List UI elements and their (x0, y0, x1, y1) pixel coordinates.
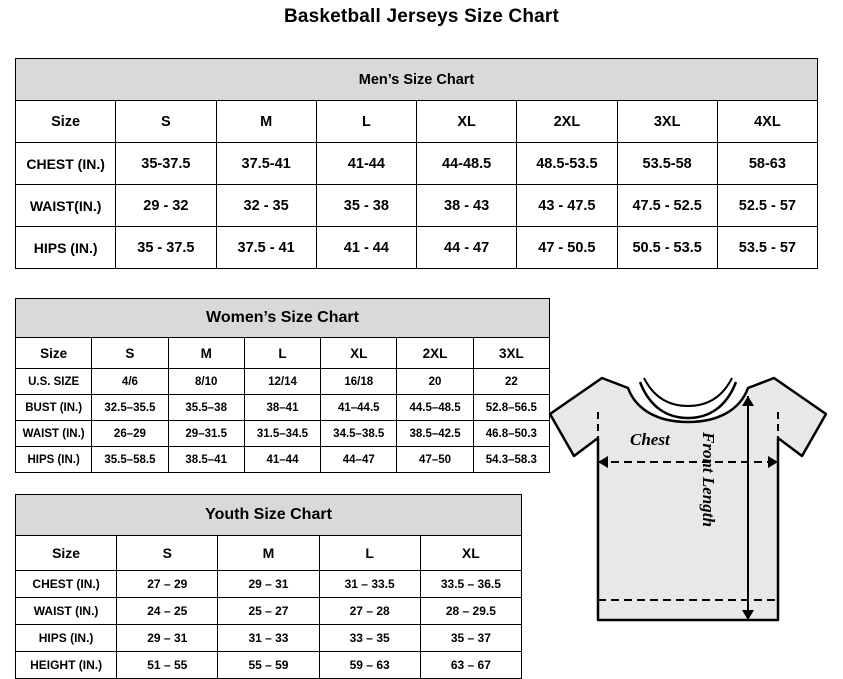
womens-col-head-3: XL (321, 338, 397, 369)
womens-cell-1-3: 41–44.5 (321, 395, 397, 421)
womens-col-head-2: L (244, 338, 320, 369)
womens-cell-3-2: 41–44 (244, 447, 320, 473)
mens-cell-0-5: 53.5-58 (617, 143, 717, 185)
youth-row-label-1: WAIST (IN.) (16, 598, 117, 625)
mens-col-head-6: 4XL (717, 101, 817, 143)
youth-row-label-3: HEIGHT (IN.) (16, 652, 117, 679)
front-length-measure-label: Front Length (699, 432, 718, 527)
mens-cell-1-4: 43 - 47.5 (517, 185, 617, 227)
table-row (16, 369, 550, 395)
youth-cell-1-0: 24 – 25 (117, 598, 218, 625)
youth-cell-0-0: 27 – 29 (117, 571, 218, 598)
womens-col-head-5: 3XL (473, 338, 549, 369)
womens-cell-0-1: 8/10 (168, 369, 244, 395)
mens-cell-1-2: 35 - 38 (316, 185, 416, 227)
mens-col-head-1: M (216, 101, 316, 143)
womens-row-label-0: U.S. SIZE (16, 369, 92, 395)
table-row (16, 101, 818, 143)
youth-cell-1-3: 28 – 29.5 (420, 598, 521, 625)
womens-cell-1-4: 44.5–48.5 (397, 395, 473, 421)
youth-cell-2-3: 35 – 37 (420, 625, 521, 652)
womens-cell-3-0: 35.5–58.5 (92, 447, 168, 473)
table-row (16, 143, 818, 185)
youth-cell-0-1: 29 – 31 (218, 571, 319, 598)
mens-cell-0-0: 35-37.5 (116, 143, 216, 185)
table-row (16, 598, 522, 625)
womens-cell-2-3: 34.5–38.5 (321, 421, 397, 447)
womens-cell-3-3: 44–47 (321, 447, 397, 473)
page-title: Basketball Jerseys Size Chart (283, 6, 560, 27)
youth-row-label-0: CHEST (IN.) (16, 571, 117, 598)
youth-cell-2-1: 31 – 33 (218, 625, 319, 652)
mens-size-chart-table (15, 58, 818, 269)
womens-corner-label: Size (16, 338, 92, 369)
table-header-row (16, 59, 818, 101)
table-row (16, 185, 818, 227)
mens-cell-0-1: 37.5-41 (216, 143, 316, 185)
womens-cell-2-5: 46.8–50.3 (473, 421, 549, 447)
youth-col-head-2: L (319, 536, 420, 571)
youth-col-head-1: M (218, 536, 319, 571)
youth-col-head-0: S (117, 536, 218, 571)
mens-col-head-5: 3XL (617, 101, 717, 143)
mens-cell-2-6: 53.5 - 57 (717, 227, 817, 269)
mens-cell-2-4: 47 - 50.5 (517, 227, 617, 269)
chest-measure-label: Chest (630, 430, 670, 449)
table-row (16, 571, 522, 598)
womens-cell-3-1: 38.5–41 (168, 447, 244, 473)
mens-cell-2-0: 35 - 37.5 (116, 227, 216, 269)
mens-cell-1-0: 29 - 32 (116, 185, 216, 227)
youth-col-head-3: XL (420, 536, 521, 571)
womens-col-head-4: 2XL (397, 338, 473, 369)
youth-cell-2-2: 33 – 35 (319, 625, 420, 652)
youth-cell-3-2: 59 – 63 (319, 652, 420, 679)
womens-cell-0-0: 4/6 (92, 369, 168, 395)
mens-col-head-4: 2XL (517, 101, 617, 143)
mens-cell-1-3: 38 - 43 (417, 185, 517, 227)
mens-cell-2-2: 41 - 44 (316, 227, 416, 269)
youth-cell-3-0: 51 – 55 (117, 652, 218, 679)
womens-col-head-0: S (92, 338, 168, 369)
mens-row-label-2: HIPS (IN.) (16, 227, 116, 269)
table-row (16, 447, 550, 473)
mens-cell-2-3: 44 - 47 (417, 227, 517, 269)
womens-size-chart-table (15, 298, 550, 473)
mens-cell-0-3: 44-48.5 (417, 143, 517, 185)
womens-chart-title: Women’s Size Chart (16, 299, 550, 338)
table-row (16, 227, 818, 269)
table-header-row (16, 299, 550, 338)
womens-cell-3-4: 47–50 (397, 447, 473, 473)
table-row (16, 421, 550, 447)
table-header-row (16, 495, 522, 536)
mens-cell-1-5: 47.5 - 52.5 (617, 185, 717, 227)
mens-corner-label: Size (16, 101, 116, 143)
mens-cell-0-6: 58-63 (717, 143, 817, 185)
table-row (16, 625, 522, 652)
youth-cell-3-3: 63 – 67 (420, 652, 521, 679)
mens-cell-0-4: 48.5-53.5 (517, 143, 617, 185)
mens-col-head-3: XL (417, 101, 517, 143)
mens-cell-2-5: 50.5 - 53.5 (617, 227, 717, 269)
womens-cell-0-2: 12/14 (244, 369, 320, 395)
mens-row-label-0: CHEST (IN.) (16, 143, 116, 185)
womens-cell-2-4: 38.5–42.5 (397, 421, 473, 447)
mens-col-head-2: L (316, 101, 416, 143)
womens-cell-1-1: 35.5–38 (168, 395, 244, 421)
shirt-measurement-diagram (540, 352, 836, 664)
womens-cell-3-5: 54.3–58.3 (473, 447, 549, 473)
womens-cell-2-0: 26–29 (92, 421, 168, 447)
mens-cell-1-1: 32 - 35 (216, 185, 316, 227)
mens-row-label-1: WAIST(IN.) (16, 185, 116, 227)
womens-cell-0-5: 22 (473, 369, 549, 395)
youth-cell-0-2: 31 – 33.5 (319, 571, 420, 598)
youth-chart-title: Youth Size Chart (16, 495, 522, 536)
womens-cell-0-3: 16/18 (321, 369, 397, 395)
youth-cell-0-3: 33.5 – 36.5 (420, 571, 521, 598)
mens-cell-2-1: 37.5 - 41 (216, 227, 316, 269)
womens-cell-2-2: 31.5–34.5 (244, 421, 320, 447)
tshirt-outline-icon (540, 352, 836, 664)
mens-cell-1-6: 52.5 - 57 (717, 185, 817, 227)
womens-cell-2-1: 29–31.5 (168, 421, 244, 447)
womens-cell-0-4: 20 (397, 369, 473, 395)
youth-size-chart-table (15, 494, 522, 679)
table-row (16, 536, 522, 571)
womens-row-label-3: HIPS (IN.) (16, 447, 92, 473)
youth-cell-3-1: 55 – 59 (218, 652, 319, 679)
womens-row-label-2: WAIST (IN.) (16, 421, 92, 447)
womens-col-head-1: M (168, 338, 244, 369)
womens-cell-1-5: 52.8–56.5 (473, 395, 549, 421)
youth-cell-2-0: 29 – 31 (117, 625, 218, 652)
youth-corner-label: Size (16, 536, 117, 571)
mens-cell-0-2: 41-44 (316, 143, 416, 185)
youth-row-label-2: HIPS (IN.) (16, 625, 117, 652)
table-row (16, 652, 522, 679)
table-row (16, 338, 550, 369)
youth-cell-1-1: 25 – 27 (218, 598, 319, 625)
table-row (16, 395, 550, 421)
womens-cell-1-2: 38–41 (244, 395, 320, 421)
mens-chart-title: Men’s Size Chart (16, 59, 818, 101)
youth-cell-1-2: 27 – 28 (319, 598, 420, 625)
womens-cell-1-0: 32.5–35.5 (92, 395, 168, 421)
womens-row-label-1: BUST (IN.) (16, 395, 92, 421)
mens-col-head-0: S (116, 101, 216, 143)
